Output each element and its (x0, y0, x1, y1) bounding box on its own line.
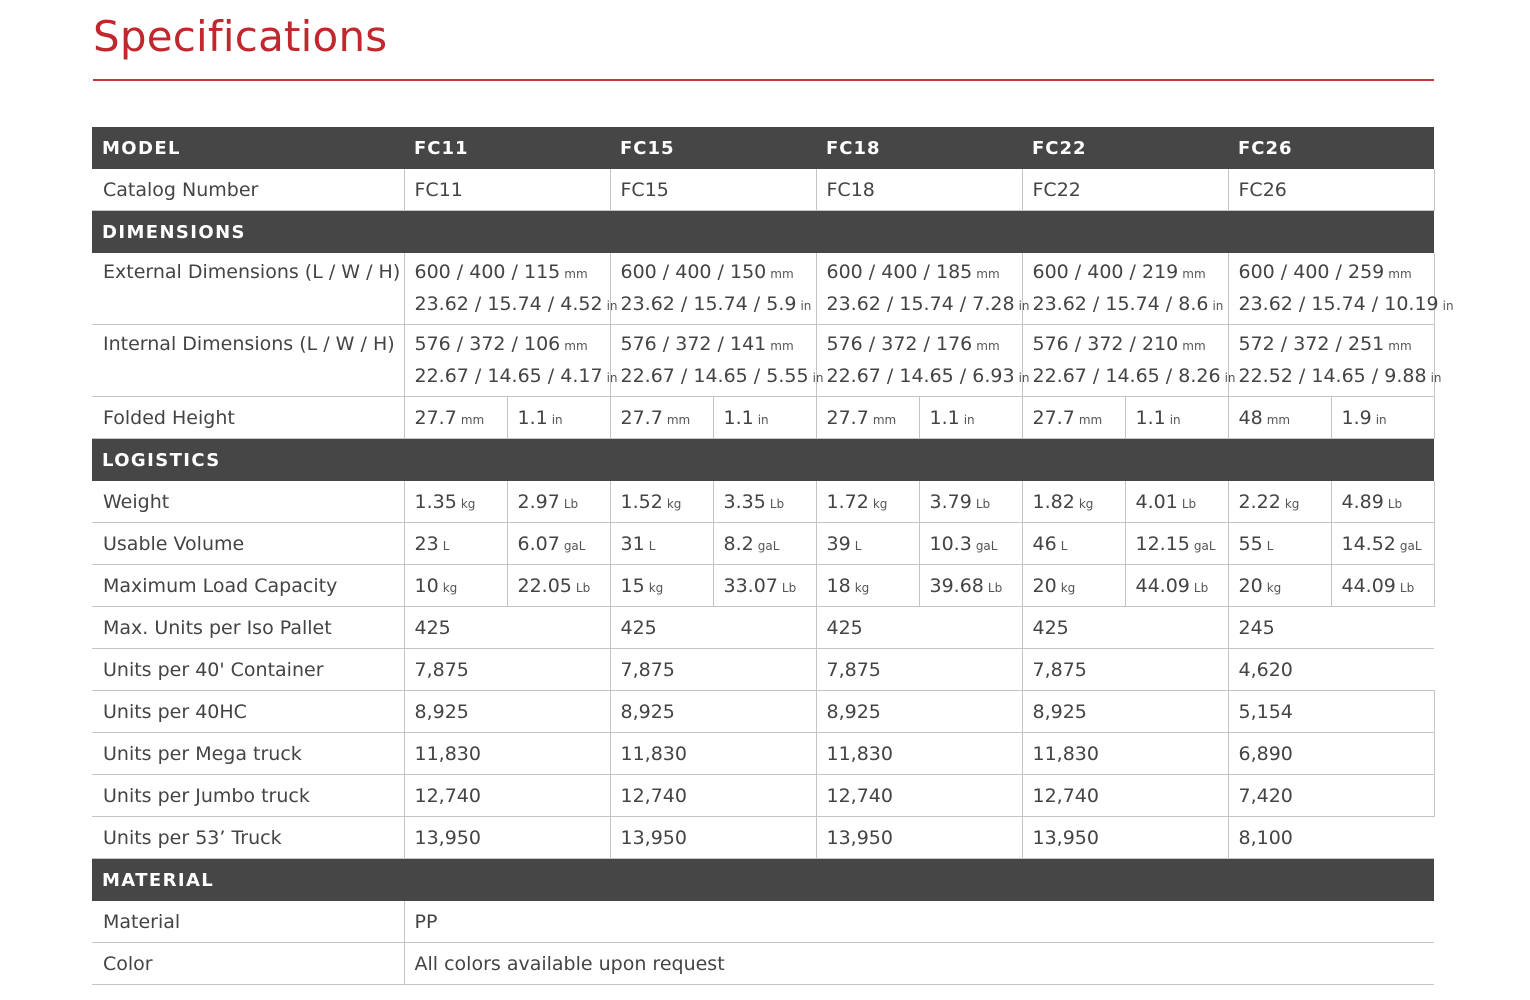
material-value-cell: PP (404, 901, 1434, 943)
load-kg-cell (1022, 565, 1125, 607)
value-cell: 8,925 (610, 691, 816, 733)
page-title: Specifications (93, 12, 388, 61)
load-kg-cell (1228, 565, 1331, 607)
value: 15 (620, 574, 645, 597)
unit: in (1018, 298, 1030, 313)
table-row (92, 943, 1434, 985)
value-cell: 13,950 (1022, 817, 1228, 859)
unit: Lb (769, 496, 785, 511)
model-fc18-header: FC18 (816, 127, 1022, 169)
value: 22.67 / 14.65 / 4.17 (414, 364, 603, 387)
load-lb-cell (1331, 565, 1434, 607)
value: 27.7 (620, 406, 663, 429)
unit: mm (872, 412, 897, 427)
value: 27.7 (414, 406, 457, 429)
value: 1.72 (826, 490, 869, 513)
value: 23.62 / 15.74 / 8.6 (1032, 292, 1209, 315)
unit: mm (1388, 266, 1412, 281)
unit: L (442, 538, 450, 553)
unit: in (1224, 370, 1236, 385)
value-cell: 8,100 (1228, 817, 1434, 859)
unit: in (606, 298, 618, 313)
value: 600 / 400 / 115 (414, 260, 561, 283)
value-cell: 425 (404, 607, 610, 649)
color-value-cell: All colors available upon request (404, 943, 1434, 985)
value: 600 / 400 / 185 (826, 260, 973, 283)
table-row (92, 817, 1434, 859)
unit: kg (442, 580, 458, 595)
unit: mm (1182, 266, 1206, 281)
value: 1.1 (723, 406, 754, 429)
unit: gaL (1193, 538, 1216, 553)
value: 1.35 (414, 490, 457, 513)
value-cell: 11,830 (1022, 733, 1228, 775)
weight-lb-cell (919, 481, 1022, 523)
unit: mm (1266, 412, 1291, 427)
external-dimensions-cell (610, 253, 816, 325)
value-cell: 13,950 (404, 817, 610, 859)
table-row (92, 733, 1434, 775)
unit: kg (1078, 496, 1094, 511)
external-dimensions-cell (1228, 253, 1454, 325)
row-label: Internal Dimensions (L / W / H) (92, 325, 404, 397)
unit: gaL (757, 538, 780, 553)
title-divider (93, 79, 1434, 81)
value-cell: 12,740 (404, 775, 610, 817)
table-row (92, 169, 1434, 211)
table-row (92, 901, 1434, 943)
table-row (92, 523, 1434, 565)
value: 12.15 (1135, 532, 1190, 555)
value: 10 (414, 574, 439, 597)
value: 3.79 (929, 490, 972, 513)
load-kg-cell (816, 565, 919, 607)
unit: Lb (987, 580, 1003, 595)
value: 22.52 / 14.65 / 9.88 (1238, 364, 1427, 387)
value: 3.35 (723, 490, 766, 513)
unit: Lb (781, 580, 797, 595)
value: 576 / 372 / 141 (620, 332, 767, 355)
unit: mm (564, 338, 588, 353)
value-cell: 425 (610, 607, 816, 649)
value: 6.07 (517, 532, 560, 555)
row-label: Folded Height (92, 397, 404, 439)
row-label: Units per 40' Container (92, 649, 404, 691)
model-header-row (92, 127, 1434, 169)
table-row (92, 607, 1434, 649)
row-label: Maximum Load Capacity (92, 565, 404, 607)
load-lb-cell (1125, 565, 1228, 607)
volume-gal-cell (919, 523, 1022, 565)
weight-kg-cell (1022, 481, 1125, 523)
weight-lb-cell (713, 481, 816, 523)
value-cell: 425 (816, 607, 1022, 649)
value-cell: 8,925 (816, 691, 1022, 733)
internal-dimensions-cell (1228, 325, 1442, 397)
row-label: Color (92, 943, 404, 985)
value: 27.7 (826, 406, 869, 429)
weight-kg-cell (404, 481, 507, 523)
table-row (92, 397, 1434, 439)
row-label: Units per Mega truck (92, 733, 404, 775)
weight-kg-cell (1228, 481, 1331, 523)
unit: Lb (1193, 580, 1209, 595)
unit: Lb (1399, 580, 1415, 595)
unit: kg (872, 496, 888, 511)
unit: in (812, 370, 824, 385)
unit: kg (854, 580, 870, 595)
weight-lb-cell (1331, 481, 1434, 523)
internal-dimensions-cell (816, 325, 1030, 397)
weight-lb-cell (1125, 481, 1228, 523)
volume-l-cell (404, 523, 507, 565)
unit: mm (564, 266, 588, 281)
value-cell: 11,830 (404, 733, 610, 775)
unit: in (1169, 412, 1181, 427)
unit: Lb (975, 496, 991, 511)
internal-dimensions-cell (610, 325, 824, 397)
catalog-number-cell: FC18 (816, 169, 1022, 211)
internal-dimensions-cell (1022, 325, 1236, 397)
value-cell: 6,890 (1228, 733, 1434, 775)
unit: in (800, 298, 812, 313)
value: 22.67 / 14.65 / 8.26 (1032, 364, 1221, 387)
row-label: Usable Volume (92, 523, 404, 565)
internal-dimensions-cell (404, 325, 618, 397)
unit: in (1018, 370, 1030, 385)
value-cell: 7,875 (404, 649, 610, 691)
external-dimensions-cell (1022, 253, 1228, 325)
folded-height-in-cell (713, 397, 816, 439)
value: 2.97 (517, 490, 560, 513)
load-lb-cell (713, 565, 816, 607)
value: 576 / 372 / 210 (1032, 332, 1179, 355)
folded-height-in-cell (507, 397, 610, 439)
value: 44.09 (1341, 574, 1396, 597)
value-cell: 5,154 (1228, 691, 1434, 733)
unit: mm (1388, 338, 1412, 353)
folded-height-mm-cell (816, 397, 919, 439)
unit: Lb (1181, 496, 1197, 511)
unit: kg (666, 496, 682, 511)
value-cell: 11,830 (816, 733, 1022, 775)
model-fc11-header: FC11 (404, 127, 610, 169)
section-header-row (92, 439, 1434, 482)
table-row (92, 481, 1434, 523)
load-lb-cell (919, 565, 1022, 607)
folded-height-mm-cell (404, 397, 507, 439)
value-cell: 7,875 (1022, 649, 1228, 691)
value: 39.68 (929, 574, 984, 597)
volume-gal-cell (507, 523, 610, 565)
value-cell: 12,740 (816, 775, 1022, 817)
value: 44.09 (1135, 574, 1190, 597)
value: 1.9 (1341, 406, 1372, 429)
weight-lb-cell (507, 481, 610, 523)
volume-gal-cell (713, 523, 816, 565)
value: 1.82 (1032, 490, 1075, 513)
value: 1.1 (517, 406, 548, 429)
row-label: Max. Units per Iso Pallet (92, 607, 404, 649)
value: 23.62 / 15.74 / 5.9 (620, 292, 797, 315)
value: 33.07 (723, 574, 778, 597)
external-dimensions-cell (816, 253, 1030, 325)
unit: mm (976, 266, 1000, 281)
unit: gaL (563, 538, 586, 553)
value-cell: 7,875 (610, 649, 816, 691)
value: 55 (1238, 532, 1263, 555)
unit: kg (1060, 580, 1076, 595)
unit: mm (1078, 412, 1103, 427)
value-cell: 11,830 (610, 733, 816, 775)
load-kg-cell (610, 565, 713, 607)
unit: in (606, 370, 618, 385)
value-cell: 8,925 (404, 691, 610, 733)
unit: mm (666, 412, 691, 427)
unit: L (1060, 538, 1068, 553)
section-header-row (92, 211, 1434, 254)
value-cell: 12,740 (1022, 775, 1228, 817)
folded-height-in-cell (1125, 397, 1228, 439)
unit: mm (770, 266, 794, 281)
value: 39 (826, 532, 851, 555)
value: 600 / 400 / 219 (1032, 260, 1179, 283)
unit: in (1442, 298, 1454, 313)
value: 1.52 (620, 490, 663, 513)
unit: kg (648, 580, 664, 595)
value: 14.52 (1341, 532, 1396, 555)
unit: Lb (575, 580, 591, 595)
catalog-number-cell: FC22 (1022, 169, 1228, 211)
value: 4.89 (1341, 490, 1384, 513)
row-label: External Dimensions (L / W / H) (92, 253, 404, 325)
volume-l-cell (1228, 523, 1331, 565)
value: 23.62 / 15.74 / 7.28 (826, 292, 1015, 315)
folded-height-in-cell (1331, 397, 1434, 439)
volume-l-cell (610, 523, 713, 565)
unit: Lb (563, 496, 579, 511)
value-cell: 4,620 (1228, 649, 1434, 691)
external-dimensions-cell (404, 253, 618, 325)
unit: in (1430, 370, 1442, 385)
value: 600 / 400 / 150 (620, 260, 767, 283)
value-cell: 12,740 (610, 775, 816, 817)
catalog-number-cell: FC11 (404, 169, 610, 211)
value-cell: 8,925 (1022, 691, 1228, 733)
value-cell: 7,420 (1228, 775, 1434, 817)
table-row (92, 775, 1434, 817)
unit: mm (770, 338, 794, 353)
unit: kg (460, 496, 476, 511)
section-header-row (92, 859, 1434, 902)
unit: in (757, 412, 769, 427)
value: 572 / 372 / 251 (1238, 332, 1385, 355)
folded-height-mm-cell (1228, 397, 1331, 439)
folded-height-mm-cell (1022, 397, 1125, 439)
weight-kg-cell (816, 481, 919, 523)
unit: in (1375, 412, 1387, 427)
value: 576 / 372 / 106 (414, 332, 561, 355)
value-cell: 7,875 (816, 649, 1022, 691)
value: 23 (414, 532, 439, 555)
unit: in (963, 412, 975, 427)
unit: in (551, 412, 563, 427)
value: 18 (826, 574, 851, 597)
volume-l-cell (1022, 523, 1125, 565)
model-fc15-header: FC15 (610, 127, 816, 169)
section-dimensions-header: DIMENSIONS (92, 211, 1434, 254)
row-label: Units per 53’ Truck (92, 817, 404, 859)
row-label: Catalog Number (92, 169, 404, 211)
unit: L (648, 538, 656, 553)
unit: gaL (975, 538, 998, 553)
table-row (92, 649, 1434, 691)
value: 2.22 (1238, 490, 1281, 513)
unit: Lb (1387, 496, 1403, 511)
unit: gaL (1399, 538, 1422, 553)
value: 23.62 / 15.74 / 4.52 (414, 292, 603, 315)
row-label: Units per 40HC (92, 691, 404, 733)
value: 27.7 (1032, 406, 1075, 429)
unit: mm (1182, 338, 1206, 353)
unit: kg (1266, 580, 1282, 595)
table-row (92, 325, 1434, 397)
folded-height-mm-cell (610, 397, 713, 439)
specifications-table (92, 127, 1454, 985)
catalog-number-cell: FC15 (610, 169, 816, 211)
value: 23.62 / 15.74 / 10.19 (1238, 292, 1439, 315)
volume-l-cell (816, 523, 919, 565)
value: 576 / 372 / 176 (826, 332, 973, 355)
row-label: Material (92, 901, 404, 943)
model-header-label: MODEL (92, 127, 404, 169)
value: 20 (1238, 574, 1263, 597)
value-cell: 425 (1022, 607, 1228, 649)
value: 10.3 (929, 532, 972, 555)
volume-gal-cell (1125, 523, 1228, 565)
load-kg-cell (404, 565, 507, 607)
weight-kg-cell (610, 481, 713, 523)
value-cell: 245 (1228, 607, 1434, 649)
model-fc26-header: FC26 (1228, 127, 1434, 169)
value: 22.67 / 14.65 / 6.93 (826, 364, 1015, 387)
unit: mm (460, 412, 485, 427)
section-logistics-header: LOGISTICS (92, 439, 1434, 482)
value: 1.1 (929, 406, 960, 429)
model-fc22-header: FC22 (1022, 127, 1228, 169)
table-row (92, 253, 1434, 325)
value: 20 (1032, 574, 1057, 597)
value-cell: 13,950 (816, 817, 1022, 859)
table-row (92, 565, 1434, 607)
unit: L (1266, 538, 1274, 553)
value: 22.67 / 14.65 / 5.55 (620, 364, 809, 387)
folded-height-in-cell (919, 397, 1022, 439)
row-label: Units per Jumbo truck (92, 775, 404, 817)
unit: in (1212, 298, 1224, 313)
catalog-number-cell: FC26 (1228, 169, 1434, 211)
unit: mm (976, 338, 1000, 353)
value-cell: 13,950 (610, 817, 816, 859)
value: 22.05 (517, 574, 572, 597)
section-material-header: MATERIAL (92, 859, 1434, 902)
load-lb-cell (507, 565, 610, 607)
unit: kg (1284, 496, 1300, 511)
volume-gal-cell (1331, 523, 1434, 565)
value: 600 / 400 / 259 (1238, 260, 1385, 283)
table-row (92, 691, 1434, 733)
value: 1.1 (1135, 406, 1166, 429)
value: 4.01 (1135, 490, 1178, 513)
row-label: Weight (92, 481, 404, 523)
unit: L (854, 538, 862, 553)
value: 31 (620, 532, 645, 555)
value: 48 (1238, 406, 1263, 429)
value: 8.2 (723, 532, 754, 555)
value: 46 (1032, 532, 1057, 555)
